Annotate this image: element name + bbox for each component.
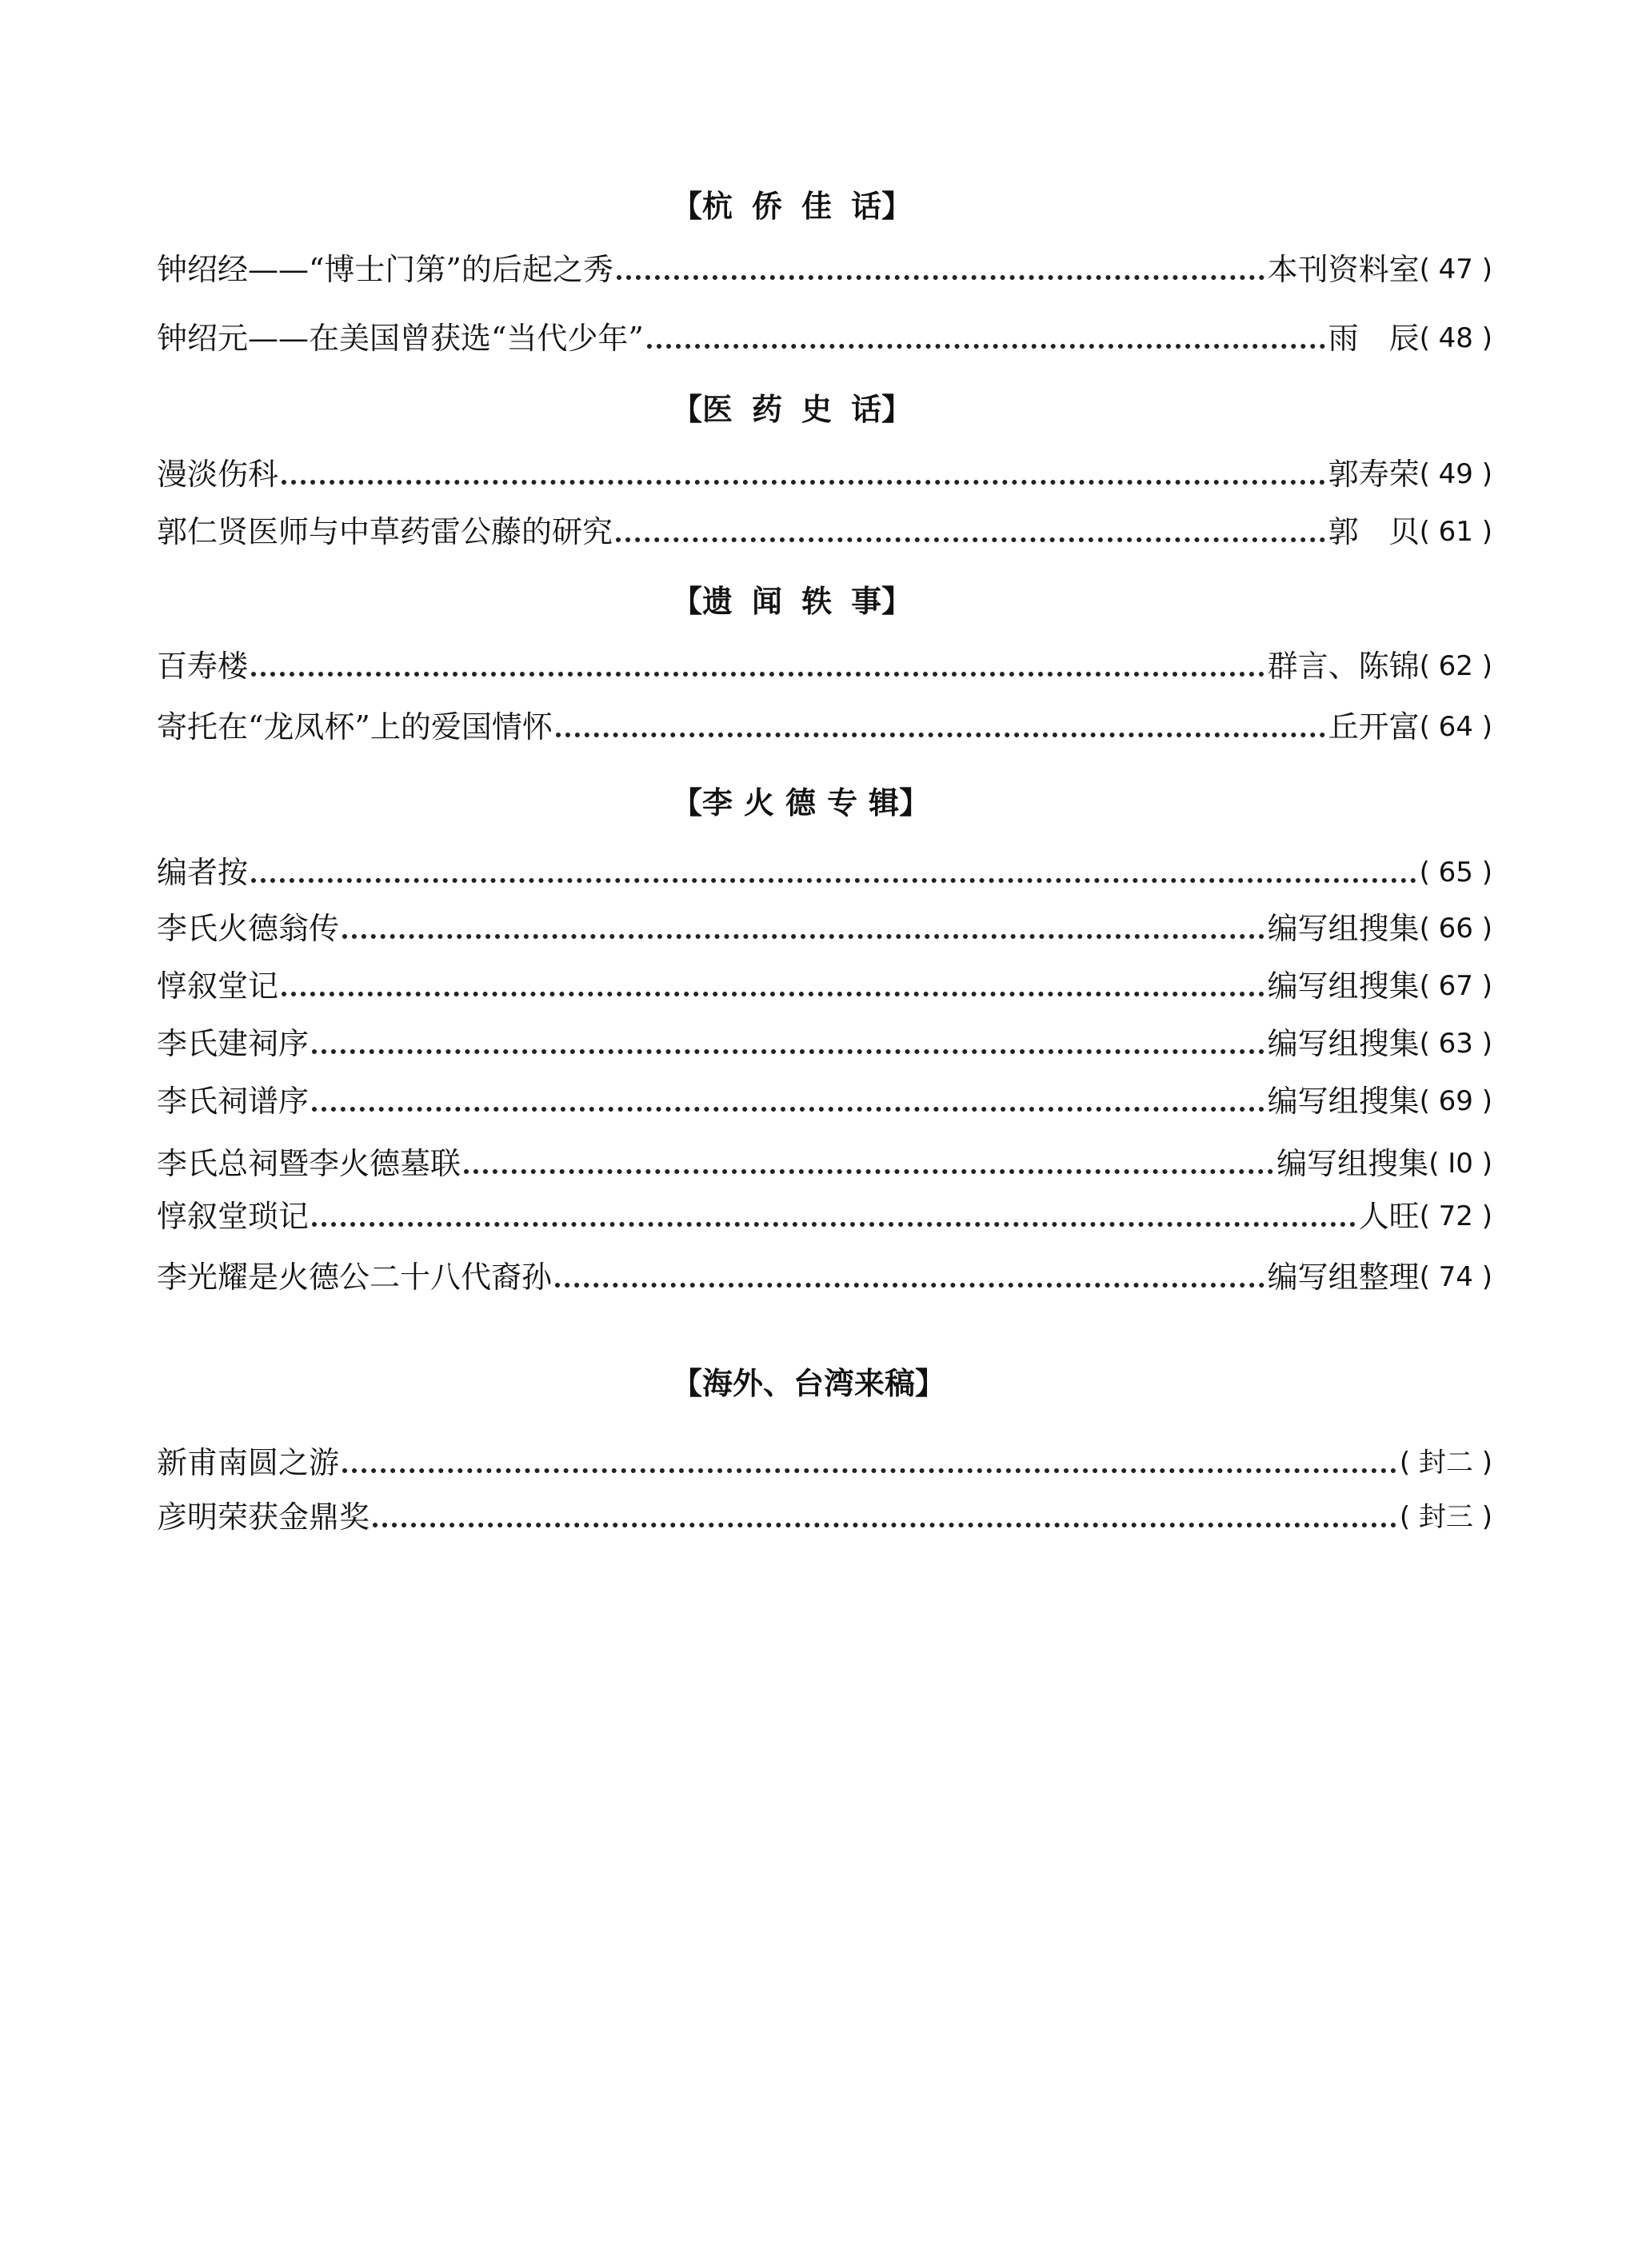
entry-title: 李氏火德翁传	[157, 911, 340, 946]
toc-entry[interactable]	[157, 851, 1492, 891]
toc-entry[interactable]	[157, 453, 1492, 493]
entry-title: 寄托在“龙凤杯”上的爱国情怀	[157, 709, 553, 745]
dot-leader	[251, 878, 1416, 883]
section-heading-yiwen	[672, 582, 912, 621]
entry-title: 钟绍经——“博士门第”的后起之秀	[157, 252, 613, 287]
entry-page: ( 72 )	[1419, 1200, 1492, 1232]
entry-title: 李氏总祠暨李火德墓联	[157, 1146, 461, 1181]
entry-page: ( 66 )	[1419, 912, 1492, 944]
dot-leader	[373, 1523, 1396, 1527]
entry-author: 本刊资料室	[1267, 252, 1420, 287]
entry-page: ( 封三 )	[1399, 1501, 1492, 1533]
toc-entry[interactable]	[157, 1022, 1492, 1062]
toc-entry[interactable]	[157, 1495, 1492, 1535]
toc-entry[interactable]	[157, 1080, 1492, 1120]
entry-author: 人旺	[1358, 1199, 1420, 1234]
dot-leader	[464, 1169, 1273, 1174]
toc-entry[interactable]	[157, 1195, 1492, 1235]
heading-bracket-close: 】	[881, 189, 913, 224]
dot-leader	[617, 275, 1264, 280]
section-heading-overseas	[672, 1364, 945, 1403]
heading-char: 火	[744, 785, 775, 821]
entry-author: 编写组搜集	[1276, 1146, 1429, 1181]
entry-title: 百寿楼	[157, 649, 249, 684]
heading-char: 医	[702, 392, 733, 427]
entry-page: ( 65 )	[1419, 856, 1492, 888]
heading-char: 海外、台湾来稿	[702, 1366, 916, 1401]
toc-entry[interactable]	[157, 1441, 1492, 1481]
heading-bracket-close: 】	[899, 785, 930, 821]
dot-leader	[312, 1107, 1264, 1112]
entry-author: 编写组整理	[1267, 1260, 1420, 1295]
entry-title: 李氏建祠序	[157, 1026, 310, 1061]
dot-leader	[556, 733, 1325, 737]
entry-author: 雨 辰	[1328, 321, 1420, 356]
heading-char: 药	[752, 392, 783, 427]
section-heading-hangqiao	[672, 187, 912, 226]
heading-bracket-close: 】	[915, 1366, 946, 1401]
entry-author: 编写组搜集	[1267, 911, 1420, 946]
toc-entry[interactable]	[157, 510, 1492, 550]
entry-page: ( 48 )	[1419, 322, 1492, 354]
entry-author: 郭 贝	[1328, 514, 1420, 549]
entry-title: 漫淡伤科	[157, 457, 279, 492]
entry-title: 惇叙堂琐记	[157, 1199, 310, 1234]
section-heading-lihuode	[672, 784, 929, 822]
heading-char: 佳	[801, 189, 833, 224]
entry-page: ( 69 )	[1419, 1085, 1492, 1117]
entry-author: 编写组搜集	[1267, 1026, 1420, 1061]
dot-leader	[282, 992, 1264, 996]
entry-page: ( 74 )	[1419, 1261, 1492, 1293]
dot-leader	[342, 934, 1264, 939]
dot-leader	[647, 344, 1325, 349]
heading-char: 话	[851, 189, 882, 224]
heading-char: 轶	[801, 584, 833, 619]
entry-page: ( 64 )	[1419, 711, 1492, 743]
heading-char: 李	[702, 785, 733, 821]
heading-bracket-open: 【	[672, 785, 703, 821]
toc-entry[interactable]	[157, 705, 1492, 745]
heading-char: 话	[851, 392, 882, 427]
entry-author: 群言、陈锦	[1267, 649, 1420, 684]
entry-title: 李光耀是火德公二十八代裔孙	[157, 1260, 553, 1295]
heading-bracket-close: 】	[881, 584, 913, 619]
entry-author: 丘开富	[1328, 709, 1420, 745]
entry-title: 李氏祠谱序	[157, 1084, 310, 1119]
dot-leader	[312, 1049, 1264, 1054]
entry-page: ( 47 )	[1419, 254, 1492, 285]
entry-title: 惇叙堂记	[157, 968, 279, 1004]
heading-char: 遗	[702, 584, 733, 619]
dot-leader	[342, 1468, 1396, 1473]
dot-leader	[312, 1222, 1356, 1227]
entry-title: 新甫南圆之游	[157, 1445, 340, 1480]
toc-entry[interactable]	[157, 1256, 1492, 1296]
entry-author: 编写组搜集	[1267, 968, 1420, 1004]
heading-bracket-open: 【	[672, 584, 703, 619]
entry-title: 编者按	[157, 855, 249, 890]
entry-title: 彦明荣获金鼎奖	[157, 1499, 370, 1535]
entry-title: 郭仁贤医师与中草药雷公藤的研究	[157, 514, 613, 549]
toc-entry[interactable]	[157, 317, 1492, 357]
section-heading-yiyao	[672, 390, 912, 429]
heading-char: 辑	[869, 785, 900, 821]
heading-char: 闻	[752, 584, 783, 619]
toc-entry[interactable]	[157, 907, 1492, 947]
entry-page: ( 封二 )	[1399, 1447, 1492, 1479]
heading-bracket-close: 】	[881, 392, 913, 427]
dot-leader	[555, 1283, 1264, 1288]
entry-title: 钟绍元——在美国曾获选“当代少年”	[157, 321, 644, 356]
entry-page: ( 62 )	[1419, 650, 1492, 682]
dot-leader	[251, 672, 1264, 677]
heading-char: 侨	[752, 189, 783, 224]
heading-bracket-open: 【	[672, 189, 703, 224]
entry-page: ( 49 )	[1419, 458, 1492, 490]
heading-char: 专	[827, 785, 858, 821]
dot-leader	[616, 537, 1325, 542]
toc-entry[interactable]	[157, 645, 1492, 685]
dot-leader	[282, 480, 1325, 485]
heading-char: 史	[801, 392, 833, 427]
heading-bracket-open: 【	[672, 1366, 703, 1401]
entry-page: ( 67 )	[1419, 970, 1492, 1002]
heading-char: 杭	[702, 189, 733, 224]
toc-entry[interactable]	[157, 1142, 1492, 1182]
heading-char: 德	[785, 785, 817, 821]
entry-author: 郭寿荣	[1328, 457, 1420, 492]
toc-entry[interactable]	[157, 248, 1492, 288]
entry-page: ( I0 )	[1428, 1148, 1492, 1180]
heading-char: 事	[851, 584, 882, 619]
entry-author: 编写组搜集	[1267, 1084, 1420, 1119]
entry-page: ( 61 )	[1419, 516, 1492, 548]
toc-entry[interactable]	[157, 964, 1492, 1004]
entry-page: ( 63 )	[1419, 1028, 1492, 1060]
heading-bracket-open: 【	[672, 392, 703, 427]
